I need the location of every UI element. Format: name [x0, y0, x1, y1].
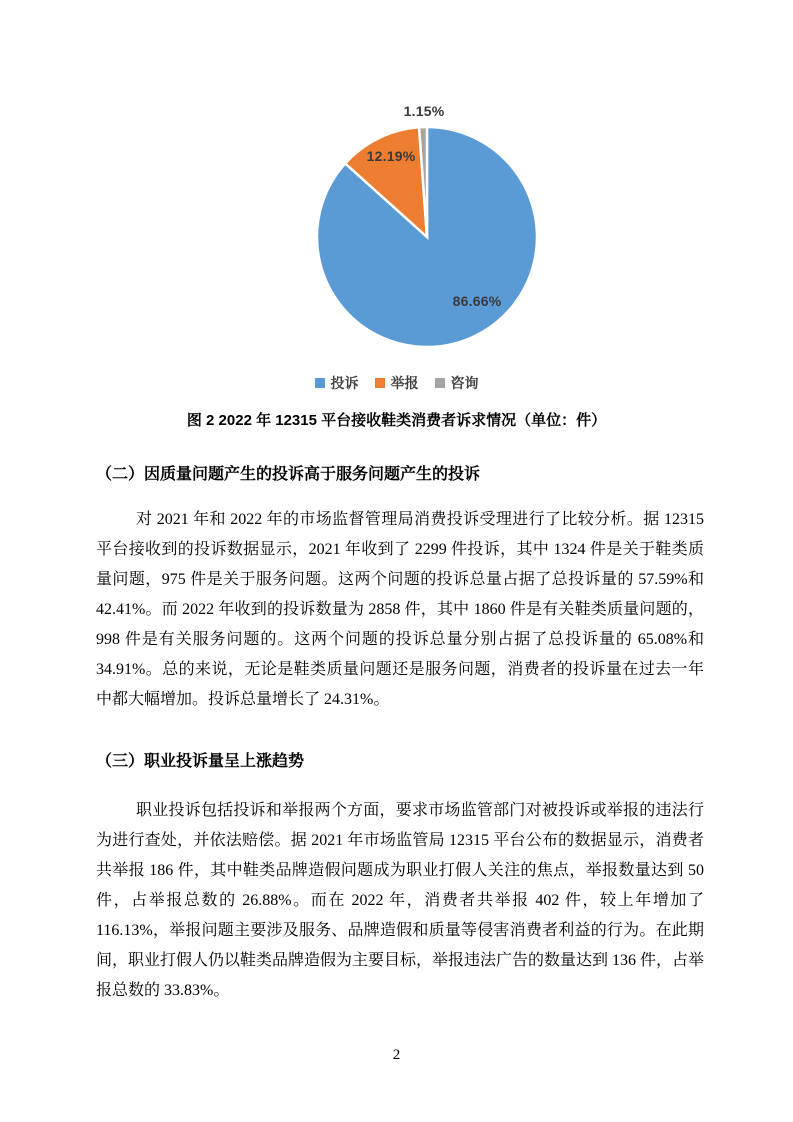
chart-legend: [0, 373, 793, 393]
legend-item-jubao: [375, 373, 419, 393]
legend-swatch-zixun-icon: [435, 378, 445, 388]
figure-caption: 图 2 2022 年 12315 平台接收鞋类消费者诉求情况（单位：件）: [186, 412, 607, 429]
pie-label-jubao: 12.19%: [366, 148, 416, 164]
legend-swatch-jubao-icon: [375, 378, 385, 388]
paragraph-section-3: 职业投诉包括投诉和举报两个方面，要求市场监管部门对被投诉或举报的违法行为进行查处，并依法赔偿。据 2021 年市场监管局 12315 平台公布的数据显示，消费者共举报 186 件，其中鞋类品牌造假问题成为职业打假人关注的焦点，举报数量达到 50 件，占举报总数的 26.88%。而在 2022 年，消费者共举报 402 件，较上年增加了 116.13%，举报问题主要涉及服务、品牌造假和质量等侵害消费者利益的行为。在此期间，职业打假人仍以鞋类品牌造假为主要目标，举报违法广告的数量达到 136 件，占举报总数的 33.83%。: [96, 802, 705, 999]
section-heading-2: （二）因质量问题产生的投诉高于服务问题产生的投诉: [96, 466, 481, 483]
legend-item-zixun: [435, 373, 479, 393]
legend-label-tousu: 投诉: [330, 375, 359, 391]
legend-item-tousu: [315, 373, 359, 393]
legend-label-jubao: 举报: [390, 375, 419, 391]
section-heading-3: （三）职业投诉量呈上涨趋势: [96, 753, 305, 770]
legend-swatch-tousu-icon: [315, 378, 325, 388]
page-number: 2: [392, 1047, 401, 1063]
pie-label-zixun: 1.15%: [403, 103, 445, 119]
pie-chart-svg: [312, 122, 542, 352]
legend-label-zixun: 咨询: [450, 375, 479, 391]
paragraph-section-2: 对 2021 年和 2022 年的市场监督管理局消费投诉受理进行了比较分析。据 12315 平台接收到的投诉数据显示，2021 年收到了 2299 件投诉，其中 1324 件是关于鞋类质量问题，975 件是关于服务问题。这两个问题的投诉总量占据了总投诉量的 57.59%和 42.41%。而 2022 年收到的投诉数量为 2858 件，其中 1860 件是有关鞋类质量问题的，998 件是有关服务问题的。这两个问题的投诉总量分别占据了总投诉量的 65.08%和 34.91%。总的来说，无论是鞋类质量问题还是服务问题，消费者的投诉量在过去一年中都大幅增加。投诉总量增长了 24.31%。: [96, 511, 704, 708]
pie-label-tousu: 86.66%: [452, 293, 502, 309]
